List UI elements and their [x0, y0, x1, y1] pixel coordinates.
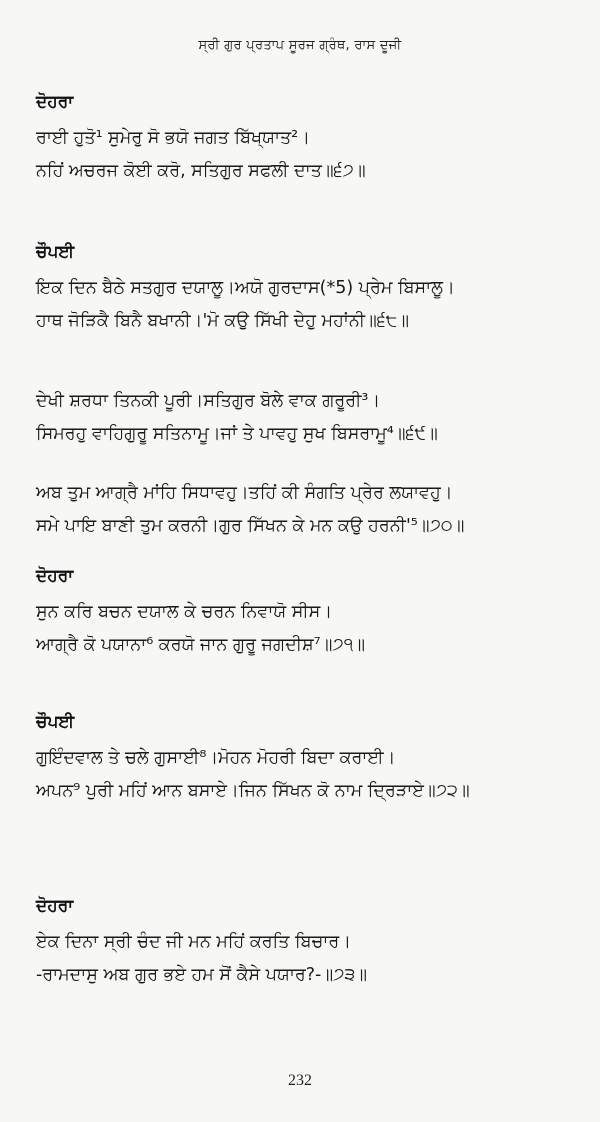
- verse-block-dohra-3: [36, 896, 576, 992]
- section-heading: ਚੌਪਈ: [36, 242, 75, 262]
- verse-line: ਸੁਨ ਕਰਿ ਬਚਨ ਦਯਾਲ ਕੇ ਚਰਨ ਨਿਵਾਯੋ ਸੀਸ।: [36, 602, 333, 622]
- section-heading: ਦੋਹਰਾ: [36, 896, 74, 916]
- verse-line: ਸਿਮਰਹੁ ਵਾਹਿਗੁਰੂ ਸਤਿਨਾਮੂ।ਜਾਂ ਤੇ ਪਾਵਹੁ ਸੁਖ ਬਿਸਰਾਮੂ⁴॥੬੯॥: [36, 424, 438, 444]
- verse-block-chaupai-4: [36, 712, 576, 808]
- verse-line: -ਰਾਮਦਾਸੁ ਅਬ ਗੁਰ ਭਏ ਹਮ ਸੋਂ ਕੈਸੇ ਪਯਾਰ?-॥੭੩॥: [36, 965, 368, 985]
- verse-line: ਆਗ੍ਰੈ ਕੋ ਪਯਾਨਾ⁶ ਕਰਯੋ ਜਾਨ ਗੁਰੂ ਜਗਦੀਸ਼⁷॥੭੧॥: [36, 635, 366, 655]
- verse-line: ਹਾਥ ਜੋੜਿਕੈ ਬਿਨੈ ਬਖਾਨੀ।'ਮੋ ਕਉ ਸਿੱਖੀ ਦੇਹੁ ਮਹਾਂਨੀ॥੬੮॥: [36, 311, 410, 331]
- section-heading: ਚੌਪਈ: [36, 712, 75, 732]
- verse-line: ਰਾਈ ਹੁਤੋ¹ ਸੁਮੇਰੁ ਸੋ ਭਯੋ ਜਗਤ ਬਿੱਖ੍ਯਾਤ²।: [36, 128, 310, 148]
- verse-line: ਸਮੇ ਪਾਇ ਬਾਣੀ ਤੁਮ ਕਰਨੀ।ਗੁਰ ਸਿੱਖਨ ਕੇ ਮਨ ਕਉ ਹਰਨੀ'⁵॥੭੦॥: [36, 516, 465, 536]
- verse-line: ਨਹਿਂ ਅਚਰਜ ਕੋਈ ਕਰੋ, ਸਤਿਗੁਰ ਸਫਲੀ ਦਾਤ॥੬੭॥: [36, 161, 366, 181]
- verse-line: ਇਕ ਦਿਨ ਬੈਠੇ ਸਤਗੁਰ ਦਯਾਲੂ।ਅਯੋ ਗੁਰਦਾਸ(*5) ਪ੍ਰੇਮ ਬਿਸਾਲੂ।: [36, 278, 455, 298]
- verse-line: ਦੇਖੀ ਸ਼ਰਧਾ ਤਿਨਕੀ ਪੂਰੀ।ਸਤਿਗੁਰ ਬੋਲੇ ਵਾਕ ਗਰੂਰੀ³।: [36, 391, 381, 411]
- verse-block-chaupai-3: [36, 477, 576, 543]
- page-number: 232: [288, 1072, 312, 1089]
- running-head: ਸ੍ਰੀ ਗੁਰ ਪ੍ਰਤਾਪ ਸੂਰਜ ਗ੍ਰੰਥ, ਰਾਸ ਦੂਜੀ: [198, 38, 402, 53]
- section-heading: ਦੋਹਰਾ: [36, 566, 74, 586]
- verse-block-dohra-2: [36, 566, 576, 662]
- verse-line: ਗੁਇੰਦਵਾਲ ਤੇ ਚਲੇ ਗੁਸਾਈ⁸।ਮੋਹਨ ਮੋਹਰੀ ਬਿਦਾ ਕਰਾਈ।: [36, 748, 396, 768]
- verse-line: ਏਕ ਦਿਨਾ ਸ੍ਰੀ ਚੰਦ ਜੀ ਮਨ ਮਹਿਂ ਕਰਤਿ ਬਿਚਾਰ।: [36, 932, 352, 952]
- verse-block-chaupai-1: [36, 242, 576, 338]
- section-heading: ਦੋਹਰਾ: [36, 92, 74, 112]
- verse-block-dohra-1: [36, 92, 576, 188]
- verse-line: ਅਬ ਤੁਮ ਆਗ੍ਰੈ ਮਾਂਹਿ ਸਿਧਾਵਹੁ।ਤਹਿਂ ਕੀ ਸੰਗਤਿ ਪ੍ਰੇਰ ਲਯਾਵਹੁ।: [36, 483, 453, 503]
- verse-block-chaupai-2: [36, 385, 576, 451]
- verse-line: ਅਪਨ⁹ ਪੁਰੀ ਮਹਿਂ ਆਨ ਬਸਾਏ।ਜਿਨ ਸਿੱਖਨ ਕੋ ਨਾਮ ਦ੍ਰਿੜਾਏ॥੭੨॥: [36, 781, 470, 801]
